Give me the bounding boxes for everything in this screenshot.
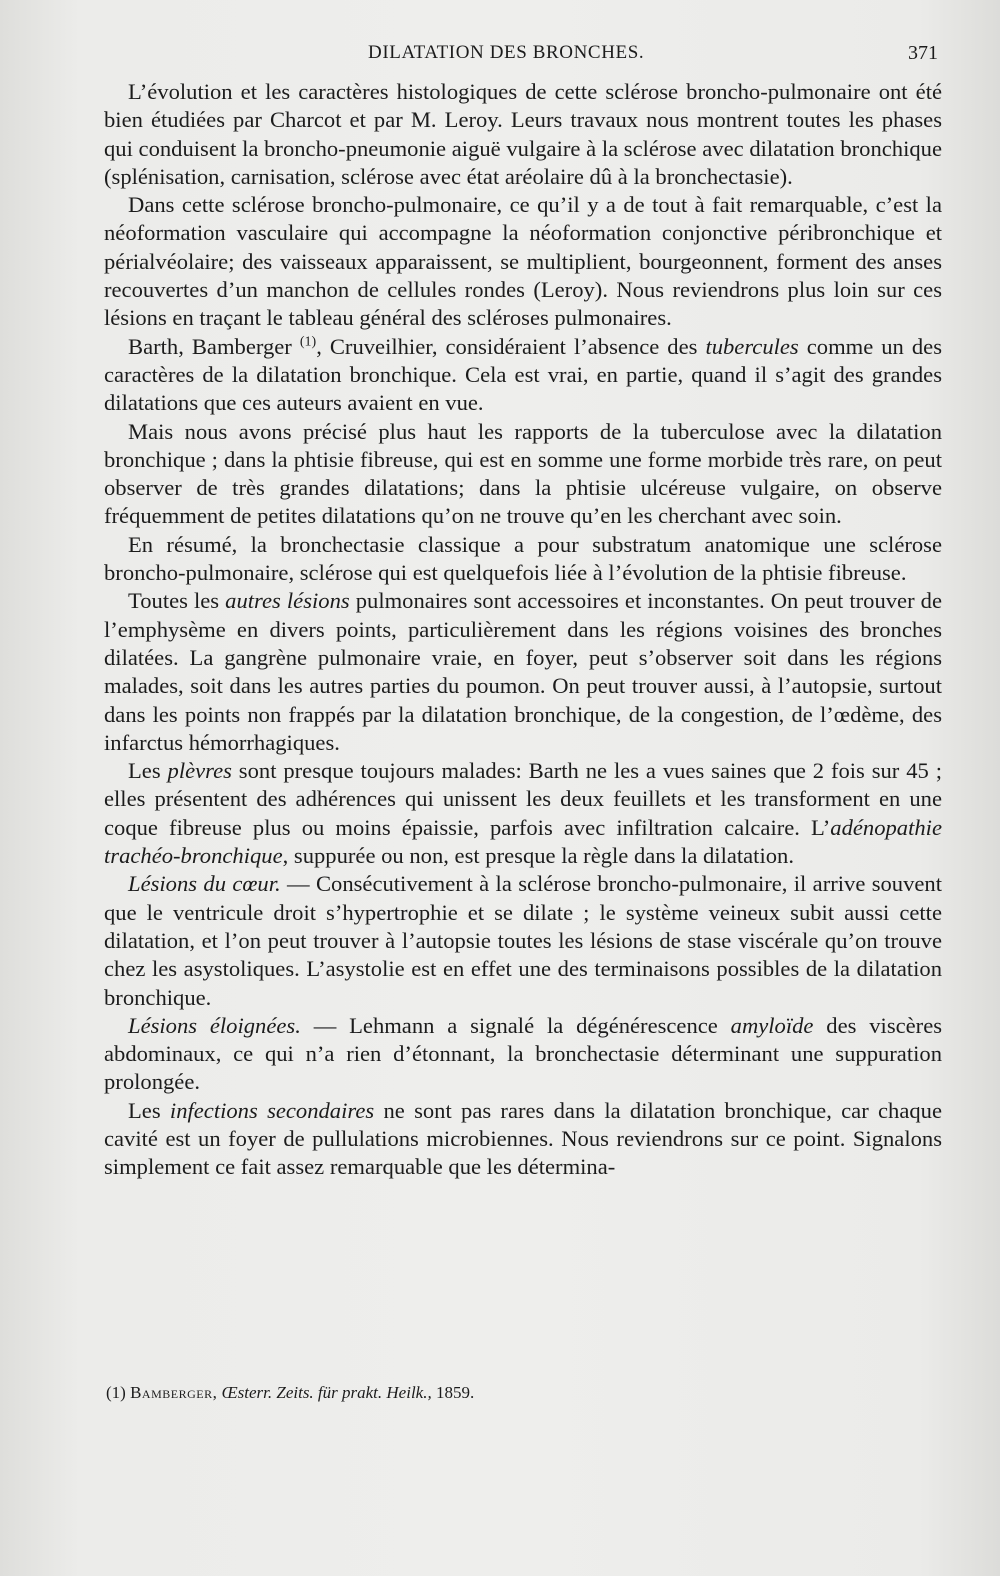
paragraph-text: En résumé, la bronchectasie classique a pour substratum anatomique une sclérose broncho-pulmonaire, sclérose qui est quelquefois liée à l’évolution de la phtisie fibreuse. bbox=[104, 531, 942, 586]
paragraph-1 bbox=[104, 78, 942, 191]
paragraph-text: Dans cette sclérose broncho-pulmonaire, ce qu’il y a de tout à fait remarquable, c’est la néoformation vasculaire qui accompagne la néoformation conjonctive péribronchique et périalvéolaire; des vaisseaux apparaissent, se multiplient, bourgeonnent, forment des anses recouvertes d’un manchon de cellules rondes (Leroy). Nous reviendrons plus loin sur ces lésions en traçant le tableau général des scléroses pulmonaires. bbox=[104, 192, 942, 331]
section-heading-italic: Lésions éloignées. bbox=[128, 1012, 301, 1038]
paragraph-text: Les bbox=[128, 758, 168, 784]
paragraph-7 bbox=[104, 757, 942, 870]
paragraph-text: Les bbox=[128, 1097, 170, 1123]
italic-term: plèvres bbox=[167, 758, 232, 784]
body-text bbox=[104, 78, 942, 1182]
paragraph-2 bbox=[104, 191, 942, 332]
italic-term: autres lésions bbox=[225, 588, 350, 614]
paragraph-text: L’évolution et les caractères histologiques de cette sclérose broncho-pulmonaire ont été bien étudiées par Charcot et par M. Leroy. Leurs travaux nous montrent toutes les phases qui conduisent la broncho-pneumonie aiguë vulgaire à la sclérose avec dilatation bronchique (splénisation, carnisation, sclérose avec état aréolaire dû à la bronchectasie). bbox=[104, 79, 942, 189]
footnote-reference: (1) bbox=[299, 334, 317, 350]
paragraph-text: , Cruveilhier, considéraient l’absence des bbox=[316, 333, 706, 359]
paragraph-text: ne sont pas rares dans la dilatation bronchique, car chaque cavité est un foyer de pullulations microbiennes. Nous reviendrons sur ce point. Signalons simplement ce fait assez remarquable que les détermina- bbox=[104, 1097, 942, 1180]
paragraph-text: des viscères abdominaux, ce qui n’a rien d’étonnant, la bronchectasie déterminant une suppuration prolongée. bbox=[104, 1012, 943, 1095]
paragraph-5 bbox=[104, 531, 942, 588]
page-number: 371 bbox=[908, 42, 938, 64]
paragraph-4 bbox=[104, 418, 942, 531]
footnote-author: Bamberger, bbox=[130, 1383, 218, 1402]
paragraph-text: Mais nous avons précisé plus haut les rapports de la tuberculose avec la dilatation bronchique ; dans la phtisie fibreuse, qui est en somme une forme morbide très rare, on peut observer de très grandes dilatations; dans la phtisie ulcéreuse vulgaire, on observe fréquemment de petites dilatations qu’on ne trouve qu’en les cherchant avec soin. bbox=[104, 418, 942, 529]
italic-term: amyloïde bbox=[730, 1012, 814, 1038]
italic-term: adénopathie trachéo-bronchique bbox=[104, 814, 942, 869]
paragraph-8 bbox=[104, 870, 942, 1011]
paragraph-10 bbox=[104, 1097, 942, 1182]
italic-term: infections secondaires bbox=[169, 1097, 375, 1123]
paragraph-text: — Lehmann a signalé la dégénérescence bbox=[300, 1012, 731, 1038]
paragraph-9 bbox=[104, 1012, 942, 1097]
page-header bbox=[0, 42, 1000, 72]
paragraph-3 bbox=[104, 333, 942, 418]
paragraph-text: comme un des caractères de la dilatation bronchique. Cela est vrai, en partie, quand il s’agit des grandes dilatations que ces auteurs avaient en vue. bbox=[104, 333, 942, 416]
paragraph-text: Toutes les bbox=[128, 588, 226, 614]
paragraph-6 bbox=[104, 587, 942, 757]
paragraph-text: , suppurée ou non, est presque la règle dans la dilatation. bbox=[282, 843, 794, 869]
footnote-journal: Œsterr. Zeits. für prakt. Heilk., bbox=[221, 1383, 432, 1402]
paragraph-text: pulmonaires sont accessoires et inconstantes. On peut trouver de l’emphysème en divers points, particulièrement dans les régions voisines des bronches dilatées. La gangrène pulmonaire vraie, en foyer, peut s’observer soit dans les régions malades, soit dans les autres parties du poumon. On peut trouver aussi, à l’autopsie, surtout dans les points non frappés par la dilatation bronchique, de la congestion, de l’œdème, des infarctus hémorrhagiques. bbox=[104, 588, 943, 755]
paragraph-text: Barth, Bamberger bbox=[128, 333, 300, 359]
paragraph-text: — Consécutivement à la sclérose broncho-pulmonaire, il arrive souvent que le ventricule droit s’hypertrophie et se dilate ; le système veineux subit aussi cette dilatation, et l’on peut trouver à l’autopsie toutes les lésions de stase viscérale qu’on trouve chez les asystoliques. L’asystolie est en effet une des terminaisons possibles de la dilatation bronchique. bbox=[104, 871, 942, 1010]
footnote-year: 1859. bbox=[435, 1383, 475, 1402]
footnote bbox=[106, 1382, 942, 1404]
running-head: DILATATION DES BRONCHES. bbox=[368, 42, 645, 63]
italic-term: tubercules bbox=[705, 333, 799, 359]
section-heading-italic: Lésions du cœur. bbox=[128, 871, 281, 897]
footnote-marker: (1) bbox=[106, 1383, 126, 1402]
paragraph-text: sont presque toujours malades: Barth ne les a vues saines que 2 fois sur 45 ; elles présentent des adhérences qui unissent les deux feuillets et les transforment en une coque fibreuse plus ou moins épaissie, parfois avec infiltration calcaire. L’ bbox=[104, 758, 942, 840]
